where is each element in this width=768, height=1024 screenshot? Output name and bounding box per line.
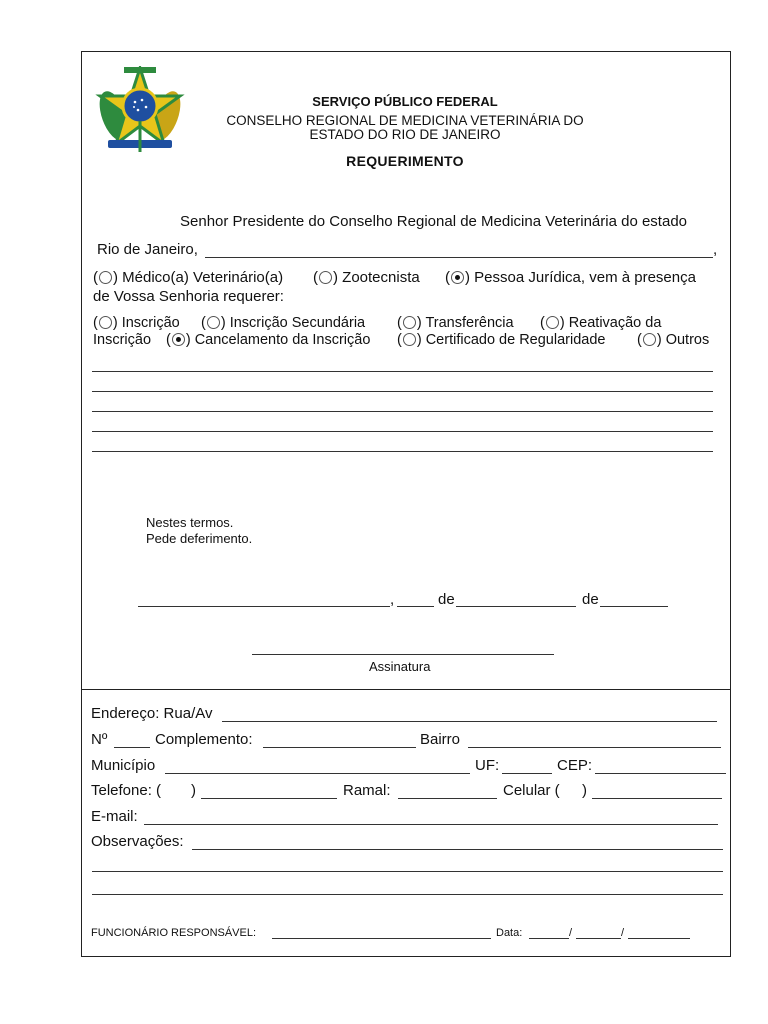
footer-day-field[interactable] [529, 938, 569, 939]
request-option-certificado[interactable]: ( ) Certificado de Regularidade [397, 332, 606, 348]
email-label: E-mail: [91, 808, 138, 825]
closing-request: Pede deferimento. [146, 531, 253, 546]
month-field[interactable] [456, 606, 576, 607]
request-option-cancelamento[interactable]: ( ) Cancelamento da Inscrição [166, 332, 371, 348]
footer-slash-2: / [621, 927, 625, 939]
number-label: Nº [91, 731, 108, 748]
city-label: Município [91, 757, 156, 774]
date-de-1: de [438, 591, 455, 608]
notes-label: Observações: [91, 833, 184, 850]
request-option-secundaria[interactable]: ( ) Inscrição Secundária [201, 315, 366, 331]
notes-field[interactable] [192, 849, 723, 850]
neighborhood-label: Bairro [420, 731, 461, 748]
page-title: REQUERIMENTO [346, 153, 464, 169]
applicant-option-vet[interactable]: ( ) Médico(a) Veterinário(a) [93, 269, 284, 286]
header-service: SERVIÇO PÚBLICO FEDERAL [312, 94, 498, 109]
complement-label: Complemento: [155, 731, 253, 748]
radio-pj[interactable] [451, 271, 464, 284]
mobile-field[interactable] [592, 798, 722, 799]
year-field[interactable] [600, 606, 668, 607]
request-text-line[interactable] [92, 391, 713, 392]
request-intro: de Vossa Senhoria requerer: [93, 288, 284, 305]
form-frame [81, 51, 731, 957]
footer-year-field[interactable] [628, 938, 690, 939]
request-continuation: Inscrição [93, 332, 152, 348]
city-field[interactable] [165, 773, 470, 774]
extension-field[interactable] [398, 798, 497, 799]
phone-close: ) [191, 782, 196, 799]
request-option-inscricao[interactable]: ( ) Inscrição [93, 315, 180, 331]
phone-field[interactable] [201, 798, 337, 799]
radio-zoo[interactable] [319, 271, 332, 284]
address-field[interactable] [222, 721, 717, 722]
request-option-outros[interactable]: ( ) Outros [637, 332, 710, 348]
extension-label: Ramal: [343, 782, 391, 799]
state-label: UF: [475, 757, 500, 774]
radio-vet[interactable] [99, 271, 112, 284]
day-field[interactable] [397, 606, 434, 607]
city-suffix: , [713, 241, 718, 258]
salutation: Senhor Presidente do Conselho Regional de Medicina Veterinária do estado [180, 213, 688, 230]
header-state: ESTADO DO RIO DE JANEIRO [309, 127, 501, 142]
email-field[interactable] [144, 824, 718, 825]
header-council: CONSELHO REGIONAL DE MEDICINA VETERINÁRIA DO [226, 113, 584, 128]
date-comma: , [390, 591, 395, 608]
city-date-field[interactable] [205, 257, 713, 258]
request-text-line[interactable] [92, 451, 713, 452]
notes-line[interactable] [92, 871, 723, 872]
city-prefix: Rio de Janeiro, [97, 241, 198, 258]
footer-month-field[interactable] [576, 938, 621, 939]
responsible-label: FUNCIONÁRIO RESPONSÁVEL: [91, 927, 257, 939]
complement-field[interactable] [263, 747, 416, 748]
phone-label: Telefone: ( [91, 782, 162, 799]
signature-label: Assinatura [369, 659, 431, 674]
request-text-line[interactable] [92, 431, 713, 432]
notes-line[interactable] [92, 894, 723, 895]
place-field[interactable] [138, 606, 390, 607]
applicant-option-pj[interactable]: ( ) Pessoa Jurídica, vem à presença [445, 269, 696, 286]
section-divider [81, 689, 731, 690]
number-field[interactable] [114, 747, 150, 748]
address-label: Endereço: Rua/Av [91, 705, 213, 722]
footer-slash-1: / [569, 927, 573, 939]
signature-field[interactable] [252, 654, 554, 655]
request-text-line[interactable] [92, 411, 713, 412]
state-field[interactable] [502, 773, 552, 774]
responsible-field[interactable] [272, 938, 491, 939]
mobile-close: ) [582, 782, 587, 799]
request-text-line[interactable] [92, 371, 713, 372]
zip-label: CEP: [557, 757, 593, 774]
applicant-option-zoo[interactable]: ( ) Zootecnista [313, 269, 420, 286]
neighborhood-field[interactable] [468, 747, 721, 748]
closing-terms: Nestes termos. [146, 515, 234, 530]
request-option-transferencia[interactable]: ( ) Transferência [397, 315, 514, 331]
mobile-label: Celular ( [503, 782, 560, 799]
brazil-coat-of-arms-icon [94, 66, 186, 156]
zip-field[interactable] [595, 773, 726, 774]
request-option-reativacao[interactable]: ( ) Reativação da [540, 315, 662, 331]
footer-date-label: Data: [496, 927, 523, 939]
date-de-2: de [582, 591, 599, 608]
